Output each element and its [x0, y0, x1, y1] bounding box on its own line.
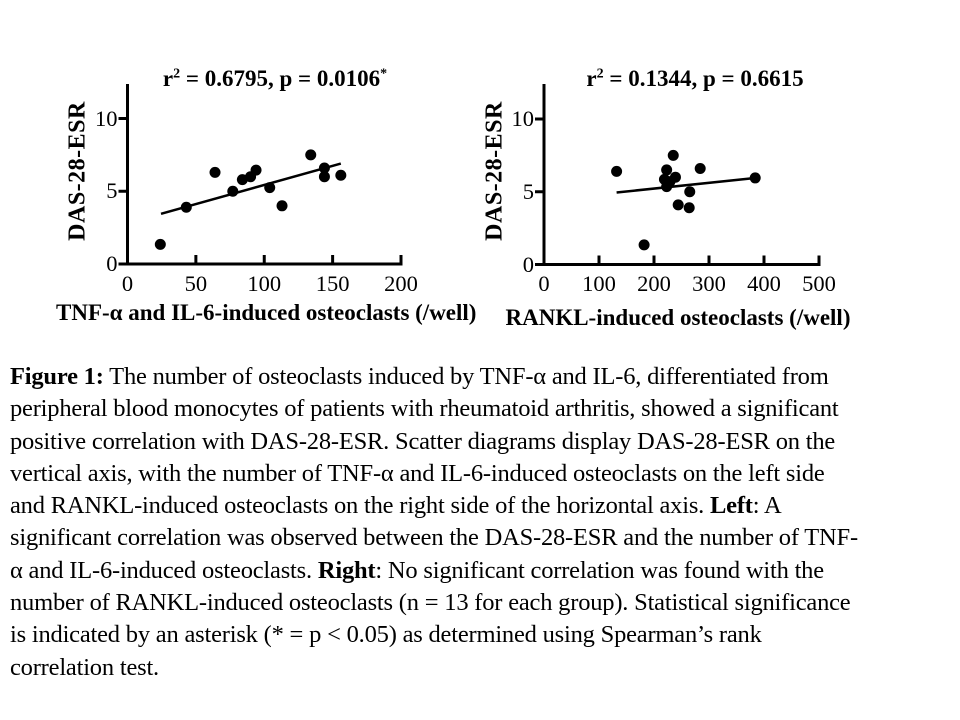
caption-text: peripheral blood monocytes of patients with rheumatoid arthritis, showed a significant [10, 395, 839, 423]
caption-text: : No significant correlation was found with the [375, 556, 824, 584]
data-point [684, 186, 695, 197]
caption-line [10, 587, 956, 619]
caption-bold-text: Left [710, 492, 753, 520]
y-axis-label-left: DAS-28-ESR [64, 101, 91, 241]
data-point [155, 239, 166, 250]
caption-line [10, 555, 956, 587]
data-point [319, 171, 330, 182]
x-tick-label: 400 [747, 271, 781, 296]
y-tick-label: 5 [522, 178, 534, 204]
caption-text: and RANKL-induced osteoclasts on the right side of the horizontal axis. [10, 492, 711, 520]
caption-line [10, 426, 956, 458]
caption-text: The number of osteoclasts induced by TNF-α and IL-6, differentiated from [103, 363, 829, 390]
y-tick-label: 0 [522, 251, 534, 277]
x-tick-label: 0 [121, 271, 134, 296]
stats-text: = 0.1344, p = 0.6615 [603, 66, 804, 91]
caption-line [10, 490, 956, 522]
caption-text: number of RANKL-induced osteoclasts (n = 13 for each group). Statistical significance [10, 589, 851, 617]
caption-bold-text: Figure 1: [10, 363, 104, 390]
data-point [611, 166, 622, 177]
scatter-plot-left [119, 84, 403, 266]
caption-line [10, 458, 956, 490]
caption-line [10, 393, 956, 425]
data-point [181, 202, 192, 213]
plot-title-right [540, 66, 850, 92]
y-tick-label: 10 [511, 106, 534, 131]
caption-text: significant correlation was observed between the DAS-28-ESR and the number of TNF- [10, 524, 858, 552]
r-label: r [586, 66, 597, 91]
caption-line [10, 652, 956, 684]
x-axis-label-left: TNF-α and IL-6-induced osteoclasts (/well) [56, 300, 477, 325]
caption-text: correlation test. [10, 653, 159, 681]
data-point [668, 150, 679, 161]
caption-line [10, 619, 956, 651]
caption-bold-text: Right [317, 556, 376, 584]
data-point [277, 200, 288, 211]
data-point [335, 170, 346, 181]
x-tick-label: 150 [315, 271, 350, 296]
data-point [264, 182, 275, 193]
x-tick-label: 200 [384, 271, 418, 296]
data-point [251, 165, 262, 176]
plot-title-left [115, 66, 435, 92]
caption-text: positive correlation with DAS-28-ESR. Scatter diagrams display DAS-28-ESR on the [10, 427, 836, 455]
caption-line [10, 522, 956, 554]
r-exponent: 2 [173, 66, 181, 82]
scatter-plot-right [535, 84, 821, 266]
r-label: r [162, 66, 174, 91]
data-point [639, 239, 650, 250]
x-tick-label: 100 [247, 271, 282, 296]
y-tick-label: 0 [106, 251, 118, 276]
data-point [661, 164, 672, 175]
data-point [750, 172, 761, 183]
data-point [695, 163, 706, 174]
caption-line [10, 361, 956, 393]
data-point [227, 186, 238, 197]
caption-text: vertical axis, with the number of TNF-α and IL-6-induced osteoclasts on the left side [10, 459, 825, 487]
caption-text: : A [752, 492, 782, 520]
x-tick-label: 100 [582, 271, 616, 296]
stats-text: = 0.6795, p = 0.0106 [180, 66, 381, 91]
y-tick-label: 10 [95, 105, 118, 131]
r-exponent: 2 [596, 66, 604, 82]
y-tick-label: 5 [106, 178, 118, 204]
data-point [210, 167, 221, 178]
x-tick-label: 500 [802, 271, 836, 296]
x-axis-label-right: RANKL-induced osteoclasts (/well) [505, 305, 851, 330]
x-tick-label: 50 [184, 271, 208, 296]
data-point [670, 172, 681, 183]
data-point [305, 149, 316, 160]
y-axis-label-right: DAS-28-ESR [481, 101, 508, 241]
x-tick-label: 0 [538, 271, 550, 296]
x-tick-label: 300 [692, 271, 726, 296]
significance-asterisk: * [380, 66, 388, 82]
data-point [684, 202, 695, 213]
caption-text: is indicated by an asterisk (* = p < 0.05) as determined using Spearman’s rank [10, 621, 762, 649]
data-point [673, 199, 684, 210]
figure-caption [10, 361, 956, 684]
x-tick-label: 200 [637, 271, 671, 296]
caption-text: α and IL-6-induced osteoclasts. [10, 556, 318, 584]
